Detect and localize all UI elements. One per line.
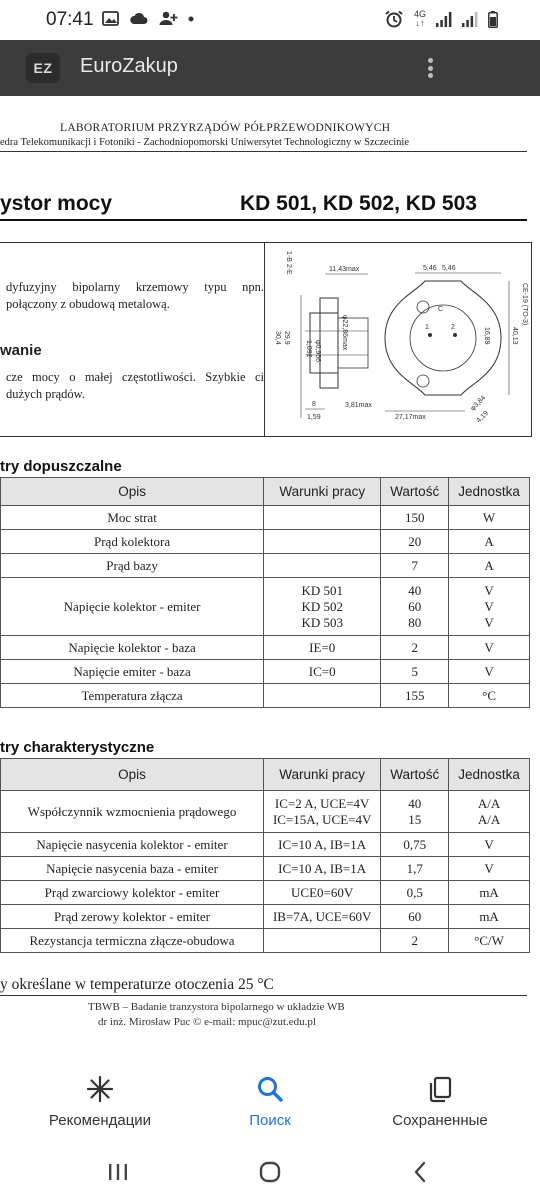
table-cell-warunki	[264, 929, 381, 953]
add-person-icon	[158, 11, 178, 26]
drawing-d2: 5,46	[423, 265, 437, 272]
drawing-d11: 8	[312, 401, 316, 408]
table-cell-wartosc: 155	[381, 684, 449, 708]
network-type: 4G ↓↑	[413, 9, 426, 28]
table-cell-wartosc: 40 15	[381, 791, 449, 833]
table-cell-opis: Temperatura złącza	[0, 684, 263, 708]
table-header-warunki: Warunki pracy	[264, 478, 381, 506]
copy-icon	[425, 1074, 455, 1104]
network-type-label: 4G	[413, 9, 426, 19]
table-cell-jednostka: A	[449, 554, 530, 578]
table-cell-jednostka: V	[449, 833, 530, 857]
document-title: ystor mocy	[0, 192, 113, 215]
recent-apps-icon[interactable]	[98, 1156, 138, 1188]
nav-saved-label: Сохраненные	[392, 1112, 488, 1129]
drawing-d3: 5,46	[442, 265, 456, 272]
drawing-d10: 40,13	[511, 327, 518, 345]
table-max-ratings	[0, 477, 530, 708]
nav-recommendations-label: Рекомендации	[48, 1112, 152, 1129]
drawing-d9: 16,89	[483, 327, 490, 345]
table-cell-jednostka: W	[449, 506, 530, 530]
app-bar	[0, 40, 540, 96]
table-header-opis: Opis	[0, 478, 263, 506]
table-row	[0, 905, 530, 929]
table-cell-opis: Prąd kolektora	[0, 530, 263, 554]
table-header-row	[0, 759, 530, 791]
table-row	[0, 881, 530, 905]
table-cell-jednostka: °C	[449, 684, 530, 708]
drawing-d8: 1,092	[305, 340, 312, 358]
usage-heading: wanie	[0, 342, 42, 359]
table-header-warunki: Warunki pracy	[264, 759, 381, 791]
table-cell-jednostka: V V V	[449, 578, 530, 636]
table-header-wartosc: Wartość	[381, 478, 449, 506]
gallery-icon	[102, 11, 119, 26]
table-cell-warunki: IC=10 A, IB=1A	[264, 857, 381, 881]
drawing-pin1: 1	[425, 324, 429, 331]
drawing-d4: φ22,86max	[341, 315, 348, 351]
table-cell-wartosc: 20	[381, 530, 449, 554]
drawing-d6: 30,4	[274, 331, 281, 345]
table-header-wartosc: Wartość	[381, 759, 449, 791]
drawing-d13: 3,81max	[345, 402, 372, 409]
app-logo[interactable]	[26, 53, 60, 83]
drawing-d14: 27,17max	[395, 414, 426, 421]
footer-line-2: dr inż. Mirosław Puc © e-mail: mpuc@zut.edu.pl	[98, 1016, 316, 1028]
table-cell-warunki	[264, 506, 381, 530]
title-rule	[0, 219, 527, 221]
table-characteristics	[0, 758, 530, 953]
table-cell-jednostka: A	[449, 530, 530, 554]
footer-rule	[0, 995, 527, 996]
table-cell-warunki	[264, 530, 381, 554]
table-cell-warunki: IE=0	[264, 636, 381, 660]
system-navigation	[0, 1144, 540, 1200]
table-cell-jednostka: V	[449, 857, 530, 881]
overflow-menu-icon[interactable]	[418, 52, 442, 84]
drawing-d16: 4,19	[475, 409, 491, 425]
table-header-row	[0, 478, 530, 506]
usage-text: cze mocy o małej częstotliwości. Szybkie ci dużych prądów.	[6, 370, 264, 401]
table-cell-warunki: IB=7A, UCE=60V	[264, 905, 381, 929]
status-time: 07:41	[46, 9, 94, 30]
table-row	[0, 554, 530, 578]
table-cell-warunki: IC=10 A, IB=1A	[264, 833, 381, 857]
battery-icon	[488, 11, 498, 28]
footer-line-1: TBWB – Badanie tranzystora bipolarnego w układzie WB	[88, 1001, 345, 1013]
table-cell-wartosc: 5	[381, 660, 449, 684]
drawing-d15: φ3,84	[469, 394, 488, 413]
table-cell-wartosc: 7	[381, 554, 449, 578]
cloud-icon	[129, 12, 148, 25]
table-cell-wartosc: 2	[381, 636, 449, 660]
table-row	[0, 636, 530, 660]
table-cell-opis: Rezystancja termiczna złącze-obudowa	[0, 929, 263, 953]
nav-search-label: Поиск	[249, 1112, 291, 1129]
table-row	[0, 929, 530, 953]
app-logo-text: EZ	[33, 60, 53, 76]
drawing-d5: 29,9	[283, 331, 290, 345]
nav-recommendations[interactable]	[10, 1074, 190, 1140]
info-box	[0, 242, 532, 437]
table-cell-opis: Prąd zerowy kolektor - emiter	[0, 905, 263, 929]
table-cell-opis: Napięcie nasycenia baza - emiter	[0, 857, 263, 881]
table-cell-wartosc: 0,75	[381, 833, 449, 857]
table-cell-wartosc: 60	[381, 905, 449, 929]
status-notification-icons	[102, 11, 194, 26]
table-row	[0, 684, 530, 708]
table-cell-wartosc: 40 60 80	[381, 578, 449, 636]
table-cell-warunki	[264, 554, 381, 578]
search-icon	[255, 1074, 285, 1104]
header-rule	[0, 151, 527, 152]
table-cell-warunki: IC=2 A, UCE=4V IC=15A, UCE=4V	[264, 791, 381, 833]
drawing-pinC: C	[438, 306, 444, 313]
status-system-icons	[384, 10, 498, 28]
table-cell-jednostka: A/A A/A	[449, 791, 530, 833]
table-cell-opis: Współczynnik wzmocnienia prądowego	[0, 791, 263, 833]
table-row	[0, 833, 530, 857]
table-row	[0, 791, 530, 833]
table-row	[0, 857, 530, 881]
nav-saved[interactable]	[350, 1074, 530, 1140]
home-icon[interactable]	[250, 1156, 290, 1188]
table-cell-opis: Napięcie kolektor - baza	[0, 636, 263, 660]
bottom-navigation	[0, 1064, 540, 1144]
drawing-d12: 1,59	[307, 414, 321, 421]
table-cell-jednostka: V	[449, 660, 530, 684]
alarm-icon	[384, 10, 404, 28]
app-title: EuroZakup	[80, 55, 178, 77]
table-cell-opis: Napięcie kolektor - emiter	[0, 578, 263, 636]
table-row	[0, 530, 530, 554]
package-drawing	[265, 243, 532, 438]
drawing-case: CE-19 (TO-3)	[521, 283, 528, 326]
table-row	[0, 506, 530, 530]
drawing-d1: 11,43max	[329, 266, 360, 273]
table-cell-wartosc: 2	[381, 929, 449, 953]
table-cell-opis: Napięcie emiter - baza	[0, 660, 263, 684]
table-cell-opis: Prąd zwarciowy kolektor - emiter	[0, 881, 263, 905]
table-cell-warunki: IC=0	[264, 660, 381, 684]
document-models: KD 501, KD 502, KD 503	[240, 192, 477, 215]
footnote: y określane w temperaturze otoczenia 25 °C	[0, 976, 274, 993]
nav-search[interactable]	[180, 1074, 360, 1140]
table-cell-opis: Moc strat	[0, 506, 263, 530]
table-cell-wartosc: 1,7	[381, 857, 449, 881]
description-text: dyfuzyjny bipolarny krzemowy typu npn. połączony z obudową metalową.	[6, 280, 264, 311]
drawing-d7: φ0,966	[314, 340, 321, 363]
table-header-jednostka: Jednostka	[449, 759, 530, 791]
document-view[interactable]	[0, 96, 540, 1064]
table-cell-jednostka: °C/W	[449, 929, 530, 953]
status-bar	[0, 0, 540, 40]
table-cell-opis: Prąd bazy	[0, 554, 263, 578]
table-cell-wartosc: 150	[381, 506, 449, 530]
table-cell-jednostka: mA	[449, 905, 530, 929]
back-icon[interactable]	[400, 1156, 440, 1188]
sparkle-icon	[85, 1074, 115, 1104]
table-cell-warunki: KD 501 KD 502 KD 503	[264, 578, 381, 636]
table-cell-wartosc: 0,5	[381, 881, 449, 905]
table1-heading: try dopuszczalne	[0, 458, 122, 475]
table-cell-warunki: UCE0=60V	[264, 881, 381, 905]
table-cell-jednostka: V	[449, 636, 530, 660]
lab-subtitle: edra Telekomunikacji i Fotoniki - Zachodniopomorski Uniwersytet Technologiczny w Szczecinie	[0, 137, 409, 148]
table-row	[0, 578, 530, 636]
table-cell-opis: Napięcie nasycenia kolektor - emiter	[0, 833, 263, 857]
table-row	[0, 660, 530, 684]
signal-icon-2	[462, 12, 478, 27]
table2-heading: try charakterystyczne	[0, 739, 155, 756]
signal-icon	[436, 12, 452, 27]
table-header-opis: Opis	[0, 759, 263, 791]
table-cell-jednostka: mA	[449, 881, 530, 905]
dot-icon	[188, 16, 194, 22]
drawing-pins-label: 1-B 2-E	[285, 251, 292, 275]
drawing-pin2: 2	[451, 324, 455, 331]
table-header-jednostka: Jednostka	[449, 478, 530, 506]
lab-title: LABORATORIUM PRZYRZĄDÓW PÓŁPRZEWODNIKOWYCH	[60, 122, 391, 134]
table-cell-warunki	[264, 684, 381, 708]
